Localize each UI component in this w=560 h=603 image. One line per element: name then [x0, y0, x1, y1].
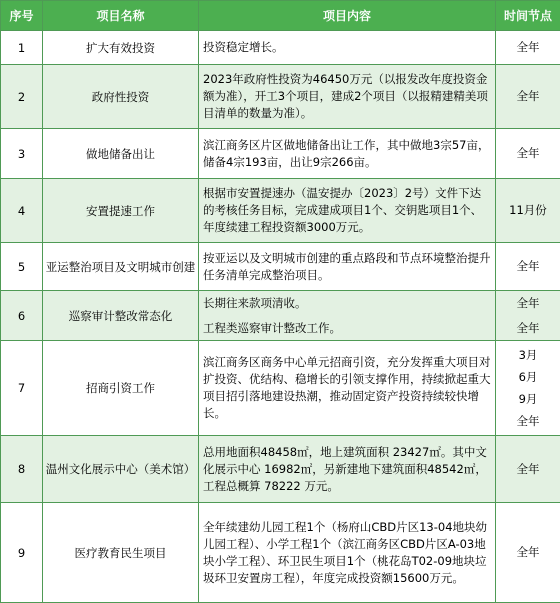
- cell-time: [496, 341, 560, 436]
- time-value: 全年: [516, 545, 540, 559]
- cell-seq: 7: [1, 341, 43, 436]
- header-content: 项目内容: [199, 1, 496, 31]
- content-line: 滨江商务区片区做地储备出让工作，其中做地3宗57亩，储备4宗193亩，出让9宗266亩。: [203, 137, 490, 169]
- cell-time: [496, 243, 560, 291]
- cell-project-name: 安置提速工作: [43, 179, 199, 243]
- cell-project-name: 招商引资工作: [43, 341, 199, 436]
- time-value: 9月: [518, 391, 538, 406]
- content-line: 总用地面积48458㎡，地上建筑面积 23427㎡。其中文化展示中心 16982㎡，另新建地下建筑面积48542㎡，工程总概算 78222 万元。: [203, 444, 487, 493]
- content-line: 工程类巡察审计整改工作。: [203, 320, 341, 335]
- cell-seq: 2: [1, 65, 43, 129]
- cell-time: [496, 179, 560, 243]
- content-line: 按亚运以及文明城市创建的重点路段和节点环境整治提升任务清单完成整治项目。: [203, 250, 491, 282]
- table-row: [1, 129, 560, 179]
- time-value: 全年: [516, 89, 540, 103]
- time-value: 全年: [516, 40, 540, 54]
- cell-project-content: [199, 179, 496, 243]
- cell-seq: 6: [1, 291, 43, 341]
- cell-time: [496, 65, 560, 129]
- cell-project-content: [199, 341, 496, 436]
- header-seq: 序号: [1, 1, 43, 31]
- table-row: [1, 31, 560, 65]
- content-line: 全年续建幼儿园工程1个（杨府山CBD片区13-04地块幼儿园工程）、小学工程1个（滨江商务区CBD片区A-03地块小学工程）、环卫民生项目1个（桃花岛T02-09地块垃圾环卫安置房工程），年度完成投资额15600万元。: [203, 519, 488, 585]
- time-value: 11月份: [509, 203, 547, 217]
- content-line: 根据市安置提速办（温安提办〔2023〕2号）文件下达的考核任务目标，完成建成项目1个、交钥匙项目1个、年度续建工程投资额3000万元。: [203, 186, 483, 234]
- cell-project-content: [199, 436, 496, 503]
- cell-project-content: [199, 31, 496, 65]
- header-row: [1, 1, 560, 31]
- content-line: 滨江商务区商务中心单元招商引资，充分发挥重大项目对扩投资、优结构、稳增长的引领支撑作用，持续掀起重大项目招引落地建设热潮，推动固定资产投资持续较快增长。: [203, 355, 491, 420]
- content-line: 投资稳定增长。: [203, 40, 284, 54]
- cell-project-content: [199, 65, 496, 129]
- time-value: 全年: [516, 413, 540, 428]
- cell-project-content: [199, 503, 496, 603]
- header-time: 时间节点: [496, 1, 560, 31]
- cell-project-name: 政府性投资: [43, 65, 199, 129]
- time-value: 6月: [518, 369, 538, 384]
- cell-seq: 4: [1, 179, 43, 243]
- table-row: [1, 291, 560, 341]
- content-line: 长期往来款项清收。: [203, 295, 307, 310]
- cell-seq: 3: [1, 129, 43, 179]
- time-value: 全年: [516, 320, 540, 335]
- cell-seq: 9: [1, 503, 43, 603]
- content-line: 2023年政府性投资为46450万元（以报发改年度投资金额为准），开工3个项目，建成2个项目（以报精建精美项目清单的数量为准）。: [203, 72, 488, 120]
- cell-time: [496, 436, 560, 503]
- table-row: [1, 503, 560, 603]
- cell-time: [496, 503, 560, 603]
- time-value: 3月: [518, 347, 538, 362]
- time-value: 全年: [516, 295, 540, 310]
- cell-project-name: 做地储备出让: [43, 129, 199, 179]
- time-value: 全年: [516, 259, 540, 273]
- cell-project-name: 扩大有效投资: [43, 31, 199, 65]
- cell-time: [496, 31, 560, 65]
- table-row: [1, 243, 560, 291]
- cell-seq: 5: [1, 243, 43, 291]
- cell-seq: 8: [1, 436, 43, 503]
- cell-project-name: 巡察审计整改常态化: [43, 291, 199, 341]
- cell-project-content: [199, 129, 496, 179]
- table-row: [1, 179, 560, 243]
- table-row: [1, 341, 560, 436]
- cell-project-name: 医疗教育民生项目: [43, 503, 199, 603]
- time-value: 全年: [516, 461, 540, 476]
- header-name: 项目名称: [43, 1, 199, 31]
- cell-project-content: [199, 291, 496, 341]
- cell-project-name: 亚运整治项目及文明城市创建: [43, 243, 199, 291]
- table-row: [1, 436, 560, 503]
- time-value: 全年: [516, 146, 540, 160]
- cell-seq: 1: [1, 31, 43, 65]
- cell-time: [496, 129, 560, 179]
- cell-project-content: [199, 243, 496, 291]
- cell-project-name: 温州文化展示中心（美术馆）: [43, 436, 199, 503]
- cell-time: [496, 291, 560, 341]
- table-row: [1, 65, 560, 129]
